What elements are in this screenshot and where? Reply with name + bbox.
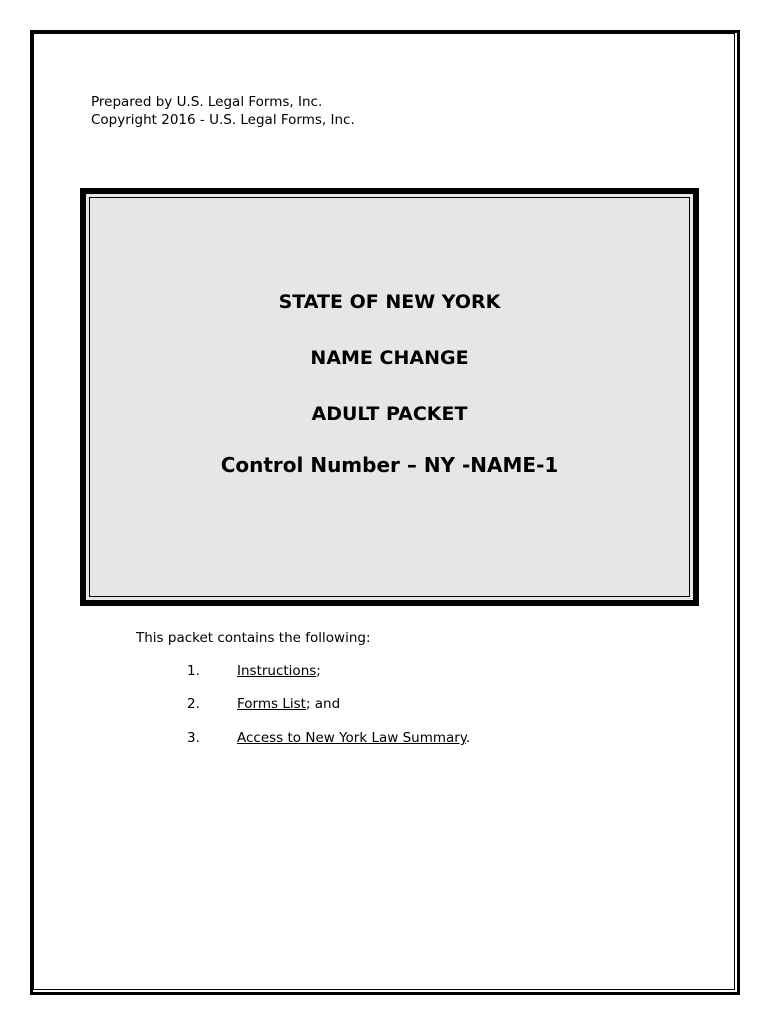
forms-list-link[interactable]: Forms List: [237, 696, 306, 712]
list-item-suffix: ; and: [305, 696, 341, 712]
title-box: [80, 188, 699, 606]
list-item: [187, 663, 321, 679]
title-box-inner-border: [89, 197, 690, 597]
list-item: [187, 730, 470, 746]
contents-intro: This packet contains the following:: [136, 630, 371, 646]
list-item: [187, 696, 340, 712]
list-item-number: 3.: [187, 730, 200, 746]
state-title: STATE OF NEW YORK: [278, 291, 501, 313]
law-summary-link[interactable]: Access to New York Law Summary: [237, 730, 466, 746]
list-item-suffix: .: [465, 730, 471, 746]
list-item-suffix: ;: [316, 663, 321, 679]
control-number: Control Number – NY -NAME-1: [220, 453, 559, 477]
prepared-by-text: Prepared by U.S. Legal Forms, Inc.: [91, 94, 323, 110]
preparer-block: [91, 93, 355, 129]
copyright-text: Copyright 2016 - U.S. Legal Forms, Inc.: [91, 112, 355, 128]
packet-title: ADULT PACKET: [311, 403, 468, 425]
instructions-link[interactable]: Instructions: [237, 663, 317, 679]
subject-title: NAME CHANGE: [310, 347, 469, 369]
list-item-number: 1.: [187, 663, 200, 679]
list-item-number: 2.: [187, 696, 200, 712]
